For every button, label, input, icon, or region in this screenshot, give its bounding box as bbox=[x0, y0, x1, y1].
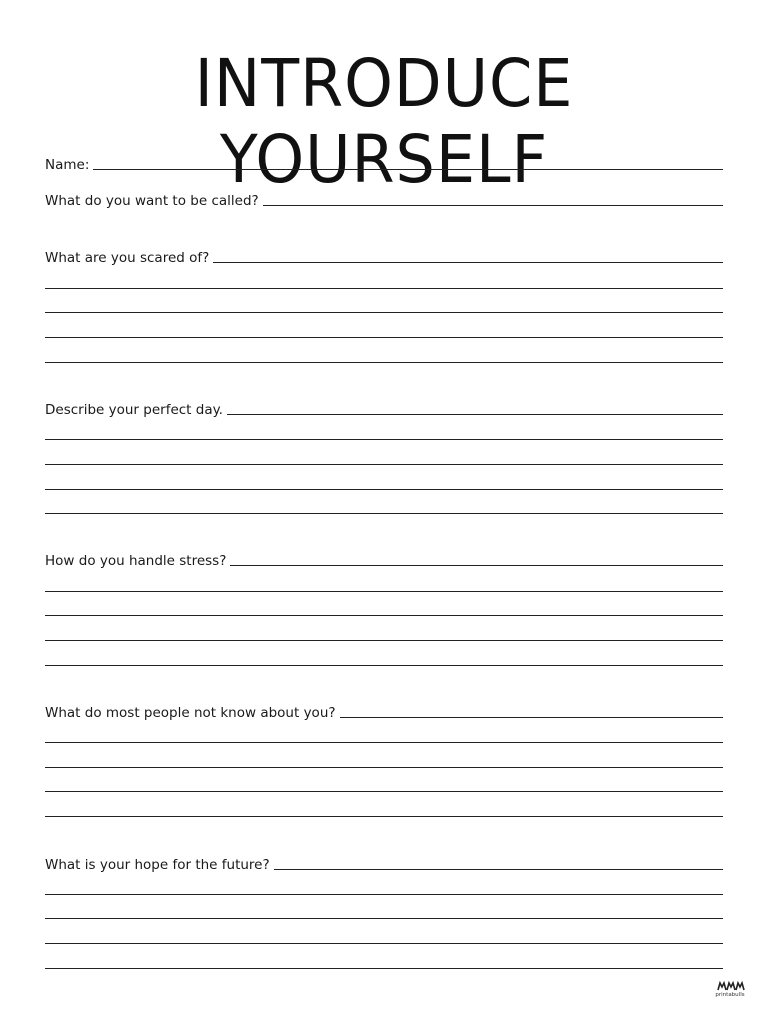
answer-line[interactable] bbox=[93, 168, 723, 170]
question-label: Name: bbox=[45, 157, 90, 173]
answer-line[interactable] bbox=[45, 767, 723, 768]
question-label: What do you want to be called? bbox=[45, 193, 259, 209]
question-label: What is your hope for the future? bbox=[45, 857, 270, 873]
answer-line[interactable] bbox=[45, 591, 723, 592]
answer-line[interactable] bbox=[45, 640, 723, 641]
stress-field bbox=[45, 550, 723, 569]
answer-line[interactable] bbox=[45, 513, 723, 514]
answer-line[interactable] bbox=[274, 868, 723, 870]
question-label: How do you handle stress? bbox=[45, 553, 227, 569]
answer-line[interactable] bbox=[45, 816, 723, 817]
answer-line[interactable] bbox=[45, 489, 723, 490]
answer-line[interactable] bbox=[45, 362, 723, 363]
answer-line[interactable] bbox=[45, 791, 723, 792]
answer-line[interactable] bbox=[45, 312, 723, 313]
page-title: INTRODUCE YOURSELF bbox=[194, 45, 574, 198]
answer-line[interactable] bbox=[45, 918, 723, 919]
answer-line[interactable] bbox=[45, 464, 723, 465]
answer-line[interactable] bbox=[45, 615, 723, 616]
answer-line[interactable] bbox=[45, 742, 723, 743]
answer-line[interactable] bbox=[45, 288, 723, 289]
question-label: What do most people not know about you? bbox=[45, 705, 336, 721]
answer-line[interactable] bbox=[45, 894, 723, 895]
answer-line[interactable] bbox=[45, 439, 723, 440]
called-field bbox=[45, 190, 723, 209]
logo-text: printabulls bbox=[715, 992, 745, 998]
name-field bbox=[45, 154, 723, 173]
answer-line[interactable] bbox=[230, 564, 723, 566]
answer-line[interactable] bbox=[45, 943, 723, 944]
answer-line[interactable] bbox=[263, 204, 723, 206]
answer-line[interactable] bbox=[227, 413, 723, 415]
printabulls-logo bbox=[712, 980, 748, 999]
question-label: Describe your perfect day. bbox=[45, 402, 223, 418]
perfect-day-field bbox=[45, 399, 723, 418]
answer-line[interactable] bbox=[340, 716, 723, 718]
unknown-about-you-field bbox=[45, 702, 723, 721]
printabulls-logo-icon bbox=[712, 980, 748, 992]
answer-line[interactable] bbox=[213, 261, 723, 263]
answer-line[interactable] bbox=[45, 665, 723, 666]
future-hope-field bbox=[45, 854, 723, 873]
question-label: What are you scared of? bbox=[45, 250, 210, 266]
answer-line[interactable] bbox=[45, 968, 723, 969]
answer-line[interactable] bbox=[45, 337, 723, 338]
scared-of-field bbox=[45, 247, 723, 266]
